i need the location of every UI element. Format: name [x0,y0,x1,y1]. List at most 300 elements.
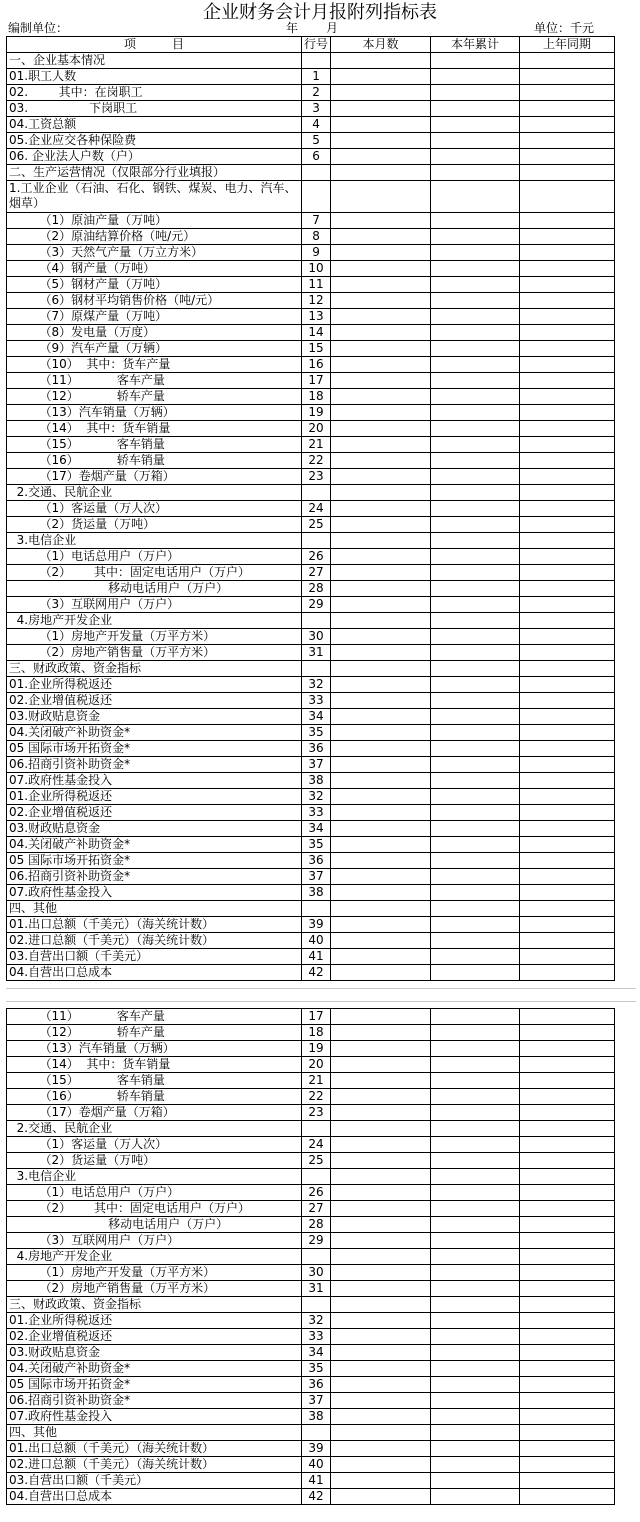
row-item-label: （10） 其中：货车产量 [7,357,302,373]
cell-last-year[interactable] [520,133,615,149]
cell-last-year[interactable] [520,117,615,133]
cell-year-to-date[interactable] [431,165,520,181]
cell-last-year[interactable] [520,1473,615,1489]
cell-year-to-date[interactable] [431,565,520,581]
cell-year-to-date[interactable] [431,1441,520,1457]
cell-this-month[interactable] [331,1233,431,1249]
cell-year-to-date[interactable] [431,357,520,373]
cell-last-year[interactable] [520,1169,615,1185]
table-row [7,1025,615,1041]
cell-this-month[interactable] [331,181,431,213]
cell-year-to-date[interactable] [431,869,520,885]
cell-this-month[interactable] [331,69,431,85]
cell-this-month[interactable] [331,1441,431,1457]
row-line-no: 14 [302,325,331,341]
row-line-no: 25 [302,517,331,533]
table-row [7,1377,615,1393]
cell-last-year[interactable] [520,245,615,261]
cell-this-month[interactable] [331,517,431,533]
cell-year-to-date[interactable] [431,1073,520,1089]
cell-this-month[interactable] [331,245,431,261]
cell-last-year[interactable] [520,421,615,437]
cell-last-year[interactable] [520,53,615,69]
cell-last-year[interactable] [520,325,615,341]
cell-this-month[interactable] [331,1137,431,1153]
cell-last-year[interactable] [520,837,615,853]
cell-this-month[interactable] [331,341,431,357]
cell-year-to-date[interactable] [431,517,520,533]
cell-this-month[interactable] [331,917,431,933]
cell-last-year[interactable] [520,1393,615,1409]
cell-year-to-date[interactable] [431,613,520,629]
cell-last-year[interactable] [520,1025,615,1041]
cell-year-to-date[interactable] [431,709,520,725]
cell-year-to-date[interactable] [431,1281,520,1297]
cell-year-to-date[interactable] [431,405,520,421]
table-row [7,229,615,245]
cell-this-month[interactable] [331,133,431,149]
cell-year-to-date[interactable] [431,1201,520,1217]
cell-year-to-date[interactable] [431,485,520,501]
cell-last-year[interactable] [520,821,615,837]
cell-year-to-date[interactable] [431,1089,520,1105]
cell-year-to-date[interactable] [431,1313,520,1329]
cell-last-year[interactable] [520,741,615,757]
cell-last-year[interactable] [520,1425,615,1441]
cell-this-month[interactable] [331,1361,431,1377]
cell-this-month[interactable] [331,709,431,725]
cell-last-year[interactable] [520,165,615,181]
row-line-no: 32 [302,1313,331,1329]
cell-this-month[interactable] [331,949,431,965]
cell-year-to-date[interactable] [431,549,520,565]
cell-year-to-date[interactable] [431,645,520,661]
cell-year-to-date[interactable] [431,901,520,917]
cell-last-year[interactable] [520,469,615,485]
cell-this-month[interactable] [331,261,431,277]
cell-year-to-date[interactable] [431,821,520,837]
cell-year-to-date[interactable] [431,437,520,453]
cell-year-to-date[interactable] [431,1009,520,1025]
cell-this-month[interactable] [331,933,431,949]
cell-this-month[interactable] [331,581,431,597]
cell-year-to-date[interactable] [431,245,520,261]
cell-last-year[interactable] [520,1489,615,1505]
cell-last-year[interactable] [520,69,615,85]
cell-this-month[interactable] [331,1281,431,1297]
cell-this-month[interactable] [331,1153,431,1169]
cell-last-year[interactable] [520,565,615,581]
cell-this-month[interactable] [331,1329,431,1345]
cell-last-year[interactable] [520,1201,615,1217]
cell-last-year[interactable] [520,149,615,165]
cell-this-month[interactable] [331,1057,431,1073]
cell-this-month[interactable] [331,1489,431,1505]
cell-year-to-date[interactable] [431,453,520,469]
cell-this-month[interactable] [331,1073,431,1089]
cell-last-year[interactable] [520,1073,615,1089]
cell-year-to-date[interactable] [431,1473,520,1489]
cell-year-to-date[interactable] [431,533,520,549]
cell-year-to-date[interactable] [431,85,520,101]
cell-year-to-date[interactable] [431,1409,520,1425]
cell-last-year[interactable] [520,293,615,309]
cell-year-to-date[interactable] [431,773,520,789]
cell-this-month[interactable] [331,837,431,853]
cell-this-month[interactable] [331,661,431,677]
cell-this-month[interactable] [331,1297,431,1313]
cell-last-year[interactable] [520,277,615,293]
cell-last-year[interactable] [520,613,615,629]
cell-year-to-date[interactable] [431,293,520,309]
cell-year-to-date[interactable] [431,1297,520,1313]
cell-last-year[interactable] [520,101,615,117]
cell-this-month[interactable] [331,149,431,165]
cell-this-month[interactable] [331,1265,431,1281]
cell-this-month[interactable] [331,613,431,629]
cell-year-to-date[interactable] [431,213,520,229]
cell-this-month[interactable] [331,853,431,869]
cell-last-year[interactable] [520,1153,615,1169]
row-item-label: 06.招商引资补助资金* [7,869,302,885]
cell-last-year[interactable] [520,389,615,405]
cell-year-to-date[interactable] [431,309,520,325]
cell-last-year[interactable] [520,1185,615,1201]
cell-this-month[interactable] [331,1121,431,1137]
cell-this-month[interactable] [331,741,431,757]
cell-last-year[interactable] [520,85,615,101]
cell-last-year[interactable] [520,1457,615,1473]
cell-this-month[interactable] [331,501,431,517]
cell-this-month[interactable] [331,549,431,565]
report-title: 企业财务会计月报附列指标表 [203,2,437,23]
cell-this-month[interactable] [331,1089,431,1105]
cell-last-year[interactable] [520,405,615,421]
cell-year-to-date[interactable] [431,501,520,517]
table-row [7,325,615,341]
cell-this-month[interactable] [331,405,431,421]
cell-year-to-date[interactable] [431,421,520,437]
cell-this-month[interactable] [331,885,431,901]
cell-year-to-date[interactable] [431,1121,520,1137]
cell-this-month[interactable] [331,597,431,613]
cell-this-month[interactable] [331,1105,431,1121]
cell-last-year[interactable] [520,1409,615,1425]
row-line-no: 10 [302,261,331,277]
cell-this-month[interactable] [331,533,431,549]
cell-this-month[interactable] [331,117,431,133]
row-line-no: 42 [302,965,331,981]
cell-last-year[interactable] [520,357,615,373]
cell-year-to-date[interactable] [431,1057,520,1073]
header-this-month: 本月数 [331,37,431,53]
cell-year-to-date[interactable] [431,1361,520,1377]
cell-year-to-date[interactable] [431,1169,520,1185]
cell-this-month[interactable] [331,1025,431,1041]
row-line-no: 41 [302,949,331,965]
cell-this-month[interactable] [331,1169,431,1185]
cell-this-month[interactable] [331,101,431,117]
cell-year-to-date[interactable] [431,661,520,677]
cell-year-to-date[interactable] [431,1185,520,1201]
cell-last-year[interactable] [520,1313,615,1329]
cell-this-month[interactable] [331,629,431,645]
cell-this-month[interactable] [331,1009,431,1025]
cell-year-to-date[interactable] [431,1233,520,1249]
cell-last-year[interactable] [520,1297,615,1313]
row-line-no: 38 [302,885,331,901]
cell-this-month[interactable] [331,645,431,661]
cell-year-to-date[interactable] [431,757,520,773]
cell-this-month[interactable] [331,165,431,181]
cell-year-to-date[interactable] [431,805,520,821]
cell-year-to-date[interactable] [431,741,520,757]
cell-year-to-date[interactable] [431,1345,520,1361]
cell-last-year[interactable] [520,533,615,549]
cell-last-year[interactable] [520,1281,615,1297]
cell-this-month[interactable] [331,1377,431,1393]
cell-this-month[interactable] [331,309,431,325]
cell-year-to-date[interactable] [431,1137,520,1153]
cell-year-to-date[interactable] [431,229,520,245]
cell-year-to-date[interactable] [431,69,520,85]
cell-this-month[interactable] [331,53,431,69]
cell-last-year[interactable] [520,1249,615,1265]
cell-last-year[interactable] [520,1233,615,1249]
cell-last-year[interactable] [520,725,615,741]
cell-year-to-date[interactable] [431,693,520,709]
cell-this-month[interactable] [331,389,431,405]
cell-year-to-date[interactable] [431,277,520,293]
cell-last-year[interactable] [520,1217,615,1233]
cell-year-to-date[interactable] [431,965,520,981]
cell-year-to-date[interactable] [431,1329,520,1345]
cell-this-month[interactable] [331,1393,431,1409]
row-item-label: （3）互联网用户（万户） [7,597,302,613]
row-item-label: （2）房地产销售量（万平方米） [7,645,302,661]
row-item-label: 1.工业企业（石油、石化、钢铁、煤炭、电力、汽车、烟草） [7,181,302,213]
cell-year-to-date[interactable] [431,325,520,341]
cell-year-to-date[interactable] [431,1489,520,1505]
cell-this-month[interactable] [331,789,431,805]
cell-last-year[interactable] [520,949,615,965]
cell-year-to-date[interactable] [431,1457,520,1473]
cell-last-year[interactable] [520,1057,615,1073]
cell-last-year[interactable] [520,261,615,277]
row-line-no: 17 [302,1009,331,1025]
cell-last-year[interactable] [520,453,615,469]
cell-this-month[interactable] [331,453,431,469]
cell-last-year[interactable] [520,645,615,661]
cell-last-year[interactable] [520,853,615,869]
row-item-label: （7）原煤产量（万吨） [7,309,302,325]
row-line-no: 25 [302,1153,331,1169]
cell-last-year[interactable] [520,1009,615,1025]
gap-gridline [6,1001,636,1002]
cell-last-year[interactable] [520,341,615,357]
cell-last-year[interactable] [520,1329,615,1345]
cell-this-month[interactable] [331,757,431,773]
cell-this-month[interactable] [331,1425,431,1441]
table-row [7,741,615,757]
cell-this-month[interactable] [331,725,431,741]
cell-year-to-date[interactable] [431,53,520,69]
cell-year-to-date[interactable] [431,917,520,933]
cell-year-to-date[interactable] [431,117,520,133]
cell-last-year[interactable] [520,869,615,885]
cell-year-to-date[interactable] [431,1265,520,1281]
cell-year-to-date[interactable] [431,1025,520,1041]
cell-year-to-date[interactable] [431,853,520,869]
cell-last-year[interactable] [520,901,615,917]
cell-year-to-date[interactable] [431,389,520,405]
cell-last-year[interactable] [520,1105,615,1121]
cell-this-month[interactable] [331,1409,431,1425]
cell-last-year[interactable] [520,1361,615,1377]
table-row [7,389,615,405]
cell-year-to-date[interactable] [431,101,520,117]
cell-last-year[interactable] [520,693,615,709]
cell-last-year[interactable] [520,773,615,789]
cell-this-month[interactable] [331,1217,431,1233]
cell-this-month[interactable] [331,373,431,389]
cell-last-year[interactable] [520,1041,615,1057]
cell-last-year[interactable] [520,1121,615,1137]
cell-last-year[interactable] [520,517,615,533]
cell-last-year[interactable] [520,965,615,981]
cell-last-year[interactable] [520,1377,615,1393]
cell-last-year[interactable] [520,373,615,389]
cell-this-month[interactable] [331,293,431,309]
cell-year-to-date[interactable] [431,1217,520,1233]
cell-this-month[interactable] [331,677,431,693]
cell-year-to-date[interactable] [431,1425,520,1441]
year-label: 年 [286,21,299,35]
row-line-no: 39 [302,917,331,933]
cell-last-year[interactable] [520,581,615,597]
cell-this-month[interactable] [331,1249,431,1265]
cell-last-year[interactable] [520,709,615,725]
cell-last-year[interactable] [520,661,615,677]
cell-year-to-date[interactable] [431,341,520,357]
cell-last-year[interactable] [520,1265,615,1281]
cell-year-to-date[interactable] [431,1105,520,1121]
cell-last-year[interactable] [520,757,615,773]
cell-year-to-date[interactable] [431,133,520,149]
cell-last-year[interactable] [520,229,615,245]
cell-this-month[interactable] [331,1201,431,1217]
cell-year-to-date[interactable] [431,837,520,853]
row-line-no: 34 [302,821,331,837]
cell-year-to-date[interactable] [431,581,520,597]
cell-this-month[interactable] [331,901,431,917]
cell-last-year[interactable] [520,213,615,229]
cell-year-to-date[interactable] [431,261,520,277]
table-row [7,181,615,213]
cell-last-year[interactable] [520,437,615,453]
cell-this-month[interactable] [331,1473,431,1489]
cell-year-to-date[interactable] [431,885,520,901]
cell-this-month[interactable] [331,1457,431,1473]
cell-year-to-date[interactable] [431,469,520,485]
cell-this-month[interactable] [331,693,431,709]
cell-this-month[interactable] [331,1313,431,1329]
cell-year-to-date[interactable] [431,1153,520,1169]
cell-this-month[interactable] [331,357,431,373]
cell-year-to-date[interactable] [431,725,520,741]
cell-last-year[interactable] [520,549,615,565]
cell-year-to-date[interactable] [431,1249,520,1265]
cell-last-year[interactable] [520,485,615,501]
cell-this-month[interactable] [331,1345,431,1361]
cell-this-month[interactable] [331,1185,431,1201]
cell-this-month[interactable] [331,773,431,789]
cell-year-to-date[interactable] [431,1377,520,1393]
row-line-no: 13 [302,309,331,325]
cell-last-year[interactable] [520,181,615,213]
cell-year-to-date[interactable] [431,629,520,645]
cell-last-year[interactable] [520,501,615,517]
cell-last-year[interactable] [520,933,615,949]
cell-last-year[interactable] [520,885,615,901]
row-item-label: 02.企业增值税返还 [7,1329,302,1345]
row-item-label: 移动电话用户（万户） [7,1217,302,1233]
cell-last-year[interactable] [520,309,615,325]
cell-this-month[interactable] [331,421,431,437]
cell-this-month[interactable] [331,325,431,341]
cell-last-year[interactable] [520,597,615,613]
cell-year-to-date[interactable] [431,1393,520,1409]
cell-year-to-date[interactable] [431,181,520,213]
cell-this-month[interactable] [331,565,431,581]
cell-year-to-date[interactable] [431,1041,520,1057]
cell-this-month[interactable] [331,85,431,101]
row-line-no: 18 [302,1025,331,1041]
cell-last-year[interactable] [520,629,615,645]
table-row [7,1041,615,1057]
cell-year-to-date[interactable] [431,789,520,805]
cell-this-month[interactable] [331,437,431,453]
cell-year-to-date[interactable] [431,933,520,949]
cell-last-year[interactable] [520,1137,615,1153]
cell-last-year[interactable] [520,917,615,933]
cell-last-year[interactable] [520,805,615,821]
row-item-label: （8）发电量（万度） [7,325,302,341]
cell-last-year[interactable] [520,789,615,805]
cell-last-year[interactable] [520,677,615,693]
cell-this-month[interactable] [331,213,431,229]
cell-this-month[interactable] [331,469,431,485]
cell-this-month[interactable] [331,485,431,501]
cell-this-month[interactable] [331,869,431,885]
cell-this-month[interactable] [331,965,431,981]
cell-this-month[interactable] [331,229,431,245]
row-line-no: 32 [302,789,331,805]
cell-year-to-date[interactable] [431,149,520,165]
cell-year-to-date[interactable] [431,677,520,693]
cell-year-to-date[interactable] [431,949,520,965]
cell-year-to-date[interactable] [431,373,520,389]
table-row [7,1105,615,1121]
cell-this-month[interactable] [331,821,431,837]
cell-last-year[interactable] [520,1441,615,1457]
cell-this-month[interactable] [331,1041,431,1057]
cell-this-month[interactable] [331,277,431,293]
cell-last-year[interactable] [520,1345,615,1361]
cell-last-year[interactable] [520,1089,615,1105]
cell-year-to-date[interactable] [431,597,520,613]
cell-this-month[interactable] [331,805,431,821]
